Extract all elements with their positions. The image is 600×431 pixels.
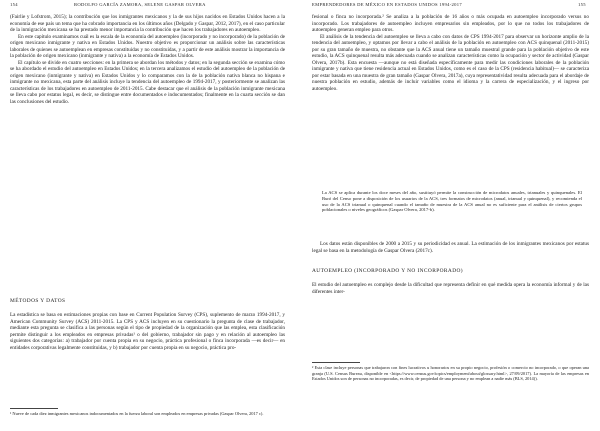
running-head: RODOLFO GARCÍA ZAMORA, SELENE GASPAR OLVERA <box>74 2 206 7</box>
running-head: EMPRENDEDORES DE MÉXICO EN ESTADOS UNIDOS 1994-2017 <box>312 2 462 7</box>
paragraph: El análisis de la tendencia del autoempleo se lleva a cabo con datos de CPS 1994-2017 para observar un horizonte amplio de la tendencia del autoempleo, y optamos por llevar a cabo el análisis de la población en autoempleo con ACS quinquenal (2011-2015) por su gran tamaño de muestra, no obstante que la ACS anual tiene un tamaño muestral grande para la población objetivo de este estudio, la ACS quinquenal resulta más adecuada cuando se analizan características como la ocupación y sector de actividad (Gaspar Olvera, 2017b). Esta encuesta —aunque no está diseñada específicamente para medir las condiciones laborales de la población inmigrante y nativa que tiene residencia actual en Estados Unidos, como es el caso de la CPS (residencia habitual)— se caracteriza por estar basada en una muestra de gran tamaño (Gaspar Olvera, 2017a), cuya representatividad resulta adecuada para el abordaje de nuestra población en estudio, además de incluir variables como el idioma y la carrera de especialización, y el ingreso por autoempleo. <box>312 33 589 92</box>
page-number: 155 <box>578 2 586 7</box>
body-text <box>10 14 285 105</box>
paragraph: El capítulo se divide en cuatro secciones: en la primera se abordan los métodos y datos; en la segunda sección se examina cómo se ha abordado el estudio del autoempleo en Estados Unidos; en la tercera analizamos el estudio del autoempleo de la población de origen mexicano (inmigrante y nativa) en Estados Unidos y lo comparamos con la de la población nativa blanca no hispana e inmigrante no mexicana, esta parte del análisis incluye la tendencia del autoempleo de 1994-2017, y posteriormente se analizan las características de los trabajadores en autoempleo de 2011-2015. Cabe destacar que el análisis de la población inmigrante mexicana se lleva cabo por estatus legal, es decir, se distingue entre documentados e indocumentados; finalmente en la cuarta sección se dan las conclusiones del estudio. <box>10 59 285 105</box>
section-heading: MÉTODOS Y DATOS <box>10 298 66 304</box>
paragraph: El estudio del autoempleo es complejo desde la dificultad que representa definir en qué medida opera la economía informal y de las diferentes inter- <box>312 282 589 295</box>
section-heading: AUTOEMPLEO (INCORPORADO Y NO INCORPORADO) <box>312 268 463 274</box>
body-text-after-quote <box>312 241 589 254</box>
paragraph: Los datos están disponibles de 2000 a 2015 y su periodicidad es anual. La estimación de los inmigrantes mexicanos por estatus legal se basa en la metodología de Gaspar Olvera (2017c). <box>312 241 589 254</box>
footnote-rule <box>10 408 58 409</box>
paragraph: (Fairlie y Lofstrom, 2015); la contribución que los inmigrantes mexicanos y la de sus hijos nacidos en Estados Unidos hacen a la economía de ese país un tema que ha cobrado importancia en los últimos años (Delgado y Gaspar, 2012, 2017), en el caso particular de la inmigración mexicana se ha prestado menor importancia la contribución que hacen los trabajadores en autoempleo. <box>10 14 285 33</box>
footnote: ² Esta clase incluye personas que trabajaron con fines lucrativos u honorarios en su propio negocio, profesión o comercio no incorporado, o que operan una granja (U.S. Census Bureau, disponible en <https://www.census.gov/topics/employment/about/glossary.html>, 27/09/2017). La mayoría de las empresas en Estados Unidos son de personas no incorporadas, es decir, de propiedad de una persona y no emplean a nadie más (BLS, 2014)). <box>312 365 589 382</box>
page-number: 154 <box>10 2 18 7</box>
footnote: ¹ Nueve de cada diez inmigrantes mexicanos indocumentados en la fuerza laboral son empleados en empresas privadas (Gaspar Olvera, 2017 c). <box>10 411 264 416</box>
footnote-rule <box>312 362 360 363</box>
section-body <box>10 312 285 351</box>
paragraph: En este capítulo examinamos cuál es la escala de la economía del autoempleo (incorporado y no incorporado) de la población de origen mexicano inmigrante y nativa en Estados Unidos. Nuestro objetivo es proporcionar un análisis sobre las características laborales de quienes se autoemplean en empresas constituidas y no constituidas, y a partir de este análisis mostrar la importancia de la población de origen mexicano (inmigrante y nativa) a la economía de Estados Unidos. <box>10 33 285 59</box>
paragraph: fesional o finca no incorporada.² Se analiza a la población de 16 años o más ocupada en autoempleo incorporado versus no incorporado. Los trabajadores de autoempleo incluyen empresarios sin empleados, por lo que no todos los trabajadores de autoempleo generan empleo para otros. <box>312 14 589 33</box>
right-page <box>300 0 600 431</box>
section-body <box>312 282 589 295</box>
paragraph: La estadística se basa en estimaciones propias con base en Current Population Survey (CPS), suplemento de marzo 1994-2017, y American Community Survey (ACS) 2011-2015. La CPS y ACS incluyen en su cuestionario la pregunta de clase de trabajador, mediante esta pregunta se clasifica a las personas según el tipo de propiedad de la organización que las emplea, esta clasificación permite distinguir a los empleados en empresas privadas¹ o del gobierno, trabajador sin pago y en relación al autoempleo las siguientes dos categorías: a) trabajador por cuenta propia en su negocio, práctica profesional o finca incorporada —es decir— en entidades corporativas legalmente constituidas, y b) trabajador por cuenta propia en su negocio, práctica pro- <box>10 312 285 351</box>
body-text <box>312 14 589 92</box>
block-quote: La ACS se aplica durante los doce meses del año, sustituyó permite la construcción de microdatos anuales, trianuales y quinquenales. El Buró del Censo pone a disposición de los usuarios de la ACS, tres formatos de microdatos (anual, trianual y quinquenal), y recomienda el uso de la ACS trianual o quinquenal cuando el tamaño de muestra de la ACS anual no es suficiente para el análisis de ciertos grupos poblacionales o niveles geográficos (Gaspar Olvera, 2017-b). <box>322 190 582 213</box>
